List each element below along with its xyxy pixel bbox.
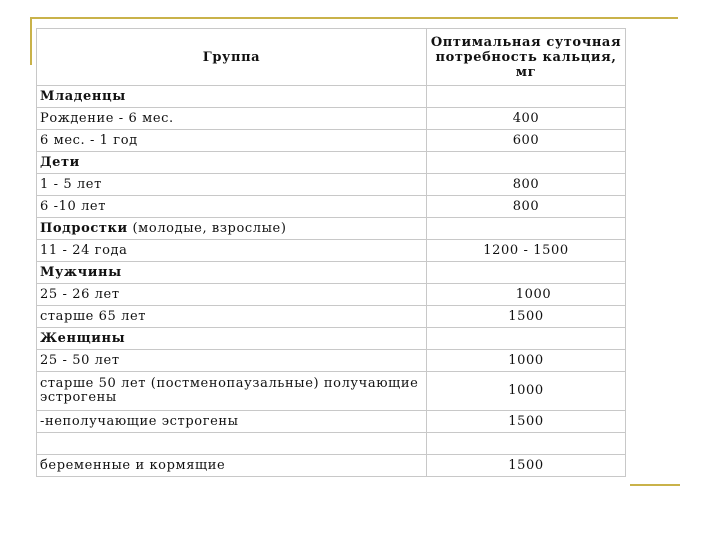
row-label: -неполучающие эстрогены (37, 411, 427, 433)
decorative-bottom-line (630, 484, 680, 486)
table-row (37, 350, 626, 372)
row-label-cell (37, 218, 427, 240)
table-row (37, 411, 626, 433)
row-label: Подростки (40, 221, 128, 236)
row-label: старше 65 лет (37, 306, 427, 328)
table-row (37, 284, 626, 306)
row-value (427, 152, 626, 174)
row-value: 600 (427, 130, 626, 152)
blank-row (37, 433, 626, 455)
row-label: беременные и кормящие (37, 455, 427, 477)
row-label: старше 50 лет (постменопаузальные) получающие эстрогены (37, 372, 427, 411)
section-row-infants (37, 86, 626, 108)
section-row-teens (37, 218, 626, 240)
row-value: 1500 (427, 411, 626, 433)
calcium-column-header: Оптимальная суточная потребность кальция, мг (427, 29, 626, 86)
row-value: 1500 (427, 306, 626, 328)
section-row-children (37, 152, 626, 174)
table-row (37, 196, 626, 218)
row-label: Женщины (37, 328, 427, 350)
row-value: 800 (427, 196, 626, 218)
row-label: 6 мес. - 1 год (37, 130, 427, 152)
row-value (427, 262, 626, 284)
row-value (427, 433, 626, 455)
row-label: 25 - 50 лет (37, 350, 427, 372)
table-header-row (37, 29, 626, 86)
table-row (37, 372, 626, 411)
row-value (427, 218, 626, 240)
row-value (427, 86, 626, 108)
row-label: Младенцы (37, 86, 427, 108)
row-value: 1500 (427, 455, 626, 477)
row-label: 11 - 24 года (37, 240, 427, 262)
row-value: 1000 (427, 284, 626, 306)
row-label: 6 -10 лет (37, 196, 427, 218)
row-value: 400 (427, 108, 626, 130)
group-column-header: Группа (37, 29, 427, 86)
row-value: 1000 (427, 350, 626, 372)
row-label: Дети (37, 152, 427, 174)
table-row (37, 306, 626, 328)
table-row (37, 174, 626, 196)
row-label-note: (молодые, взрослые) (127, 221, 287, 236)
row-label: 25 - 26 лет (37, 284, 427, 306)
calcium-requirements-table (36, 28, 626, 477)
decorative-left-line (30, 17, 32, 65)
row-label: Рождение - 6 мес. (37, 108, 427, 130)
table-row (37, 108, 626, 130)
section-row-men (37, 262, 626, 284)
row-value: 1000 (427, 372, 626, 411)
table-row (37, 240, 626, 262)
section-row-women (37, 328, 626, 350)
row-label: Мужчины (37, 262, 427, 284)
row-label (37, 433, 427, 455)
row-label: 1 - 5 лет (37, 174, 427, 196)
row-value: 1200 - 1500 (427, 240, 626, 262)
row-value (427, 328, 626, 350)
row-value: 800 (427, 174, 626, 196)
table-row (37, 130, 626, 152)
table-row (37, 455, 626, 477)
decorative-top-line (30, 17, 678, 19)
